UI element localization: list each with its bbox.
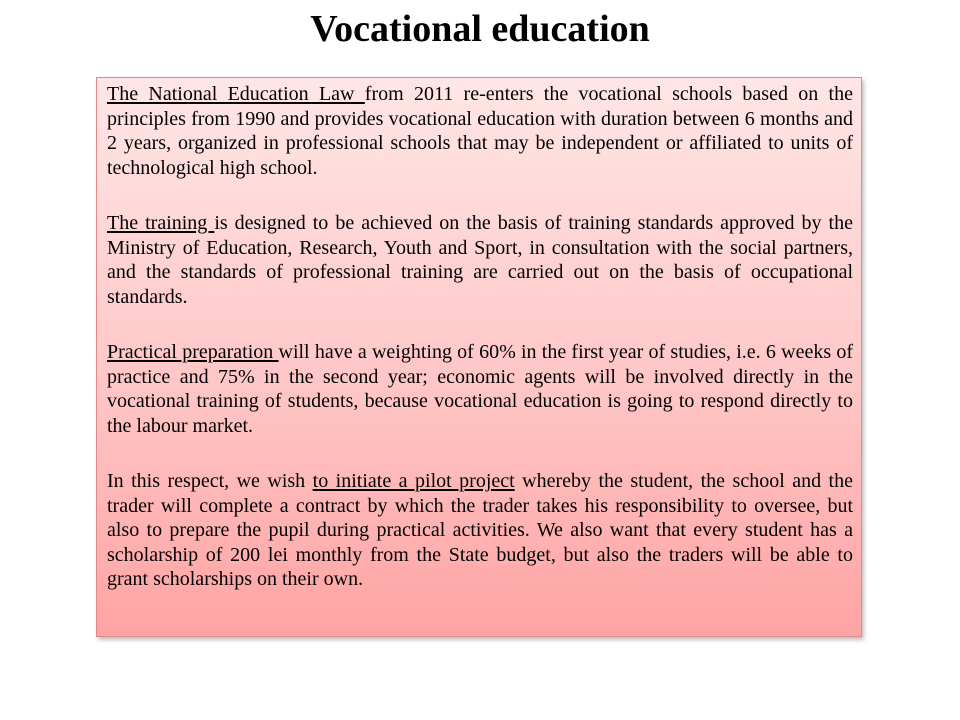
underlined-phrase: Practical preparation bbox=[107, 341, 279, 363]
paragraph-text: is designed to be achieved on the basis of training standards approved by the Ministry of Education, Research, Youth and Sport, in consultation with the social partners, and the standards of professional training are carried out on the basis of occupational standards. bbox=[107, 212, 853, 308]
paragraph-training bbox=[107, 211, 853, 309]
underlined-phrase: The training bbox=[107, 212, 215, 234]
paragraph-national-education-law bbox=[107, 82, 853, 180]
paragraph-text: from 2011 re-enters the vocational schools based on the principles from 1990 and provides vocational education with duration between 6 months and 2 years, organized in professional schools that may be independent or affiliated to units of technological high school. bbox=[107, 83, 853, 179]
paragraph-pilot-project bbox=[107, 469, 853, 592]
underlined-phrase: The National Education Law bbox=[107, 83, 365, 105]
paragraph-text: In this respect, we wish bbox=[107, 470, 313, 492]
paragraph-text: will have a weighting of 60% in the first year of studies, i.e. 6 weeks of practice and 75% in the second year; economic agents will be involved directly in the vocational training of students, because vocational education is going to respond directly to the labour market. bbox=[107, 341, 853, 437]
content-box bbox=[96, 77, 862, 637]
paragraph-practical-preparation bbox=[107, 340, 853, 438]
slide-title: Vocational education bbox=[310, 8, 650, 50]
underlined-phrase: to initiate a pilot project bbox=[312, 470, 515, 492]
paragraph-text: whereby the student, the school and the trader will complete a contract by which the trader takes his responsibility to oversee, but also to prepare the pupil during practical activities. We also want that every student has a scholarship of 200 lei monthly from the State budget, but also the traders will be able to grant scholarships on their own. bbox=[107, 470, 853, 590]
